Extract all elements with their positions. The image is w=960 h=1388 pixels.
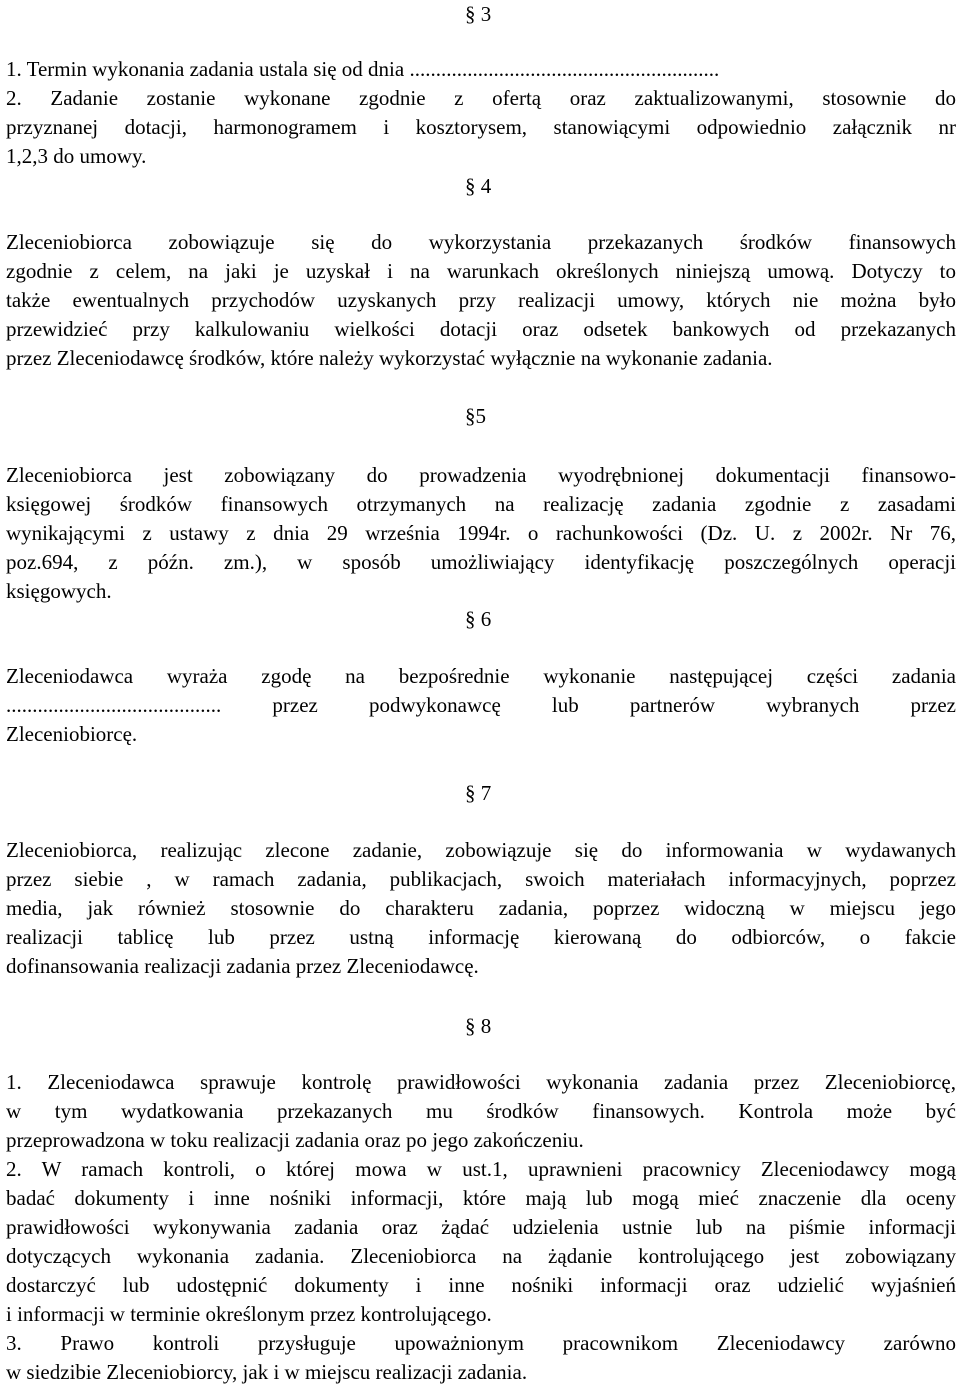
section-6-line: Zleceniobiorcę. — [6, 722, 138, 746]
section-3-body — [6, 55, 956, 171]
section-5-line: poz.694, z późn. zm.), w sposób umożliwiający identyfikację poszczególnych operacji — [6, 550, 956, 574]
section-heading-5: §5 — [465, 404, 486, 428]
section-4-line: także ewentualnych przychodów uzyskanych przy realizacji umowy, których nie można było — [6, 288, 956, 312]
section-8-line: i informacji w terminie określonym przez kontrolującego. — [6, 1302, 492, 1326]
section-4-line: zgodnie z celem, na jaki je uzyskał i na warunkach określonych niniejszą umową. Dotyczy to — [6, 259, 956, 283]
section-3-line: przyznanej dotacji, harmonogramem i kosztorysem, stanowiącymi odpowiednio załącznik nr — [6, 115, 956, 139]
section-3-line: 2. Zadanie zostanie wykonane zgodnie z ofertą oraz zaktualizowanymi, stosownie do — [6, 86, 956, 110]
section-7-line: media, jak również stosownie do charakteru zadania, poprzez widoczną w miejscu jego — [6, 896, 956, 920]
section-7-line: Zleceniobiorca, realizując zlecone zadanie, zobowiązuje się do informowania w wydawanych — [6, 838, 956, 862]
section-4-line: przewidzieć przy kalkulowaniu wielkości dotacji oraz odsetek bankowych od przekazanych — [6, 317, 956, 341]
section-3-line: 1. Termin wykonania zadania ustala się od dnia ........................................................... — [6, 57, 720, 81]
section-5-body — [6, 461, 956, 606]
section-6-line: ......................................... przez podwykonawcę lub partnerów wybranych przez — [6, 693, 956, 717]
section-5-line: księgowej środków finansowych otrzymanych na realizację zadania zgodnie z zasadami — [6, 492, 956, 516]
section-5-line: księgowych. — [6, 579, 112, 603]
section-4-line: przez Zleceniodawcę środków, które należy wykorzystać wyłącznie na wykonanie zadania. — [6, 346, 773, 370]
section-8-line: w siedzibie Zleceniobiorcy, jak i w miejscu realizacji zadania. — [6, 1360, 528, 1384]
section-7-line: realizacji tablicę lub przez ustną informację kierowaną do odbiorców, o fakcie — [6, 925, 956, 949]
section-8-line: 2. W ramach kontroli, o której mowa w ust.1, uprawnieni pracownicy Zleceniodawcy mogą — [6, 1157, 956, 1181]
section-8-line: dotyczących wykonania zadania. Zleceniobiorca na żądanie kontrolującego jest zobowiązany — [6, 1244, 956, 1268]
section-5-line: Zleceniobiorca jest zobowiązany do prowadzenia wyodrębnionej dokumentacji finansowo- — [6, 463, 956, 487]
section-heading-6: § 6 — [465, 607, 492, 631]
section-8-line: badać dokumenty i inne nośniki informacji, które mają lub mogą mieć znaczenie dla oceny — [6, 1186, 956, 1210]
section-6-body — [6, 662, 956, 749]
section-heading-8: § 8 — [465, 1014, 492, 1038]
section-7-line: dofinansowania realizacji zadania przez Zleceniodawcę. — [6, 954, 479, 978]
section-8-line: 1. Zleceniodawca sprawuje kontrolę prawidłowości wykonania zadania przez Zleceniobiorcę, — [6, 1070, 956, 1094]
section-8-line: w tym wydatkowania przekazanych mu środków finansowych. Kontrola może być — [6, 1099, 956, 1123]
section-5-line: wynikającymi z ustawy z dnia 29 września 1994r. o rachunkowości (Dz. U. z 2002r. Nr 76, — [6, 521, 956, 545]
section-4-body — [6, 228, 956, 373]
section-7-body — [6, 836, 956, 981]
section-heading-4: § 4 — [465, 174, 492, 198]
section-8-line: prawidłowości wykonywania zadania oraz żądać udzielenia ustnie lub na piśmie informacji — [6, 1215, 956, 1239]
section-8-line: 3. Prawo kontroli przysługuje upoważnionym pracownikom Zleceniodawcy zarówno — [6, 1331, 956, 1355]
section-8-body — [6, 1068, 956, 1387]
section-3-line: 1,2,3 do umowy. — [6, 144, 147, 168]
section-8-line: przeprowadzona w toku realizacji zadania oraz po jego zakończeniu. — [6, 1128, 584, 1152]
section-4-line: Zleceniobiorca zobowiązuje się do wykorzystania przekazanych środków finansowych — [6, 230, 956, 254]
section-6-line: Zleceniodawca wyraża zgodę na bezpośrednie wykonanie następującej części zadania — [6, 664, 956, 688]
section-8-line: dostarczyć lub udostępnić dokumenty i inne nośniki informacji oraz udzielić wyjaśnień — [6, 1273, 956, 1297]
section-heading-7: § 7 — [465, 781, 492, 805]
section-heading-3: § 3 — [465, 2, 492, 26]
section-7-line: przez siebie , w ramach zadania, publikacjach, swoich materiałach informacyjnych, poprzez — [6, 867, 956, 891]
